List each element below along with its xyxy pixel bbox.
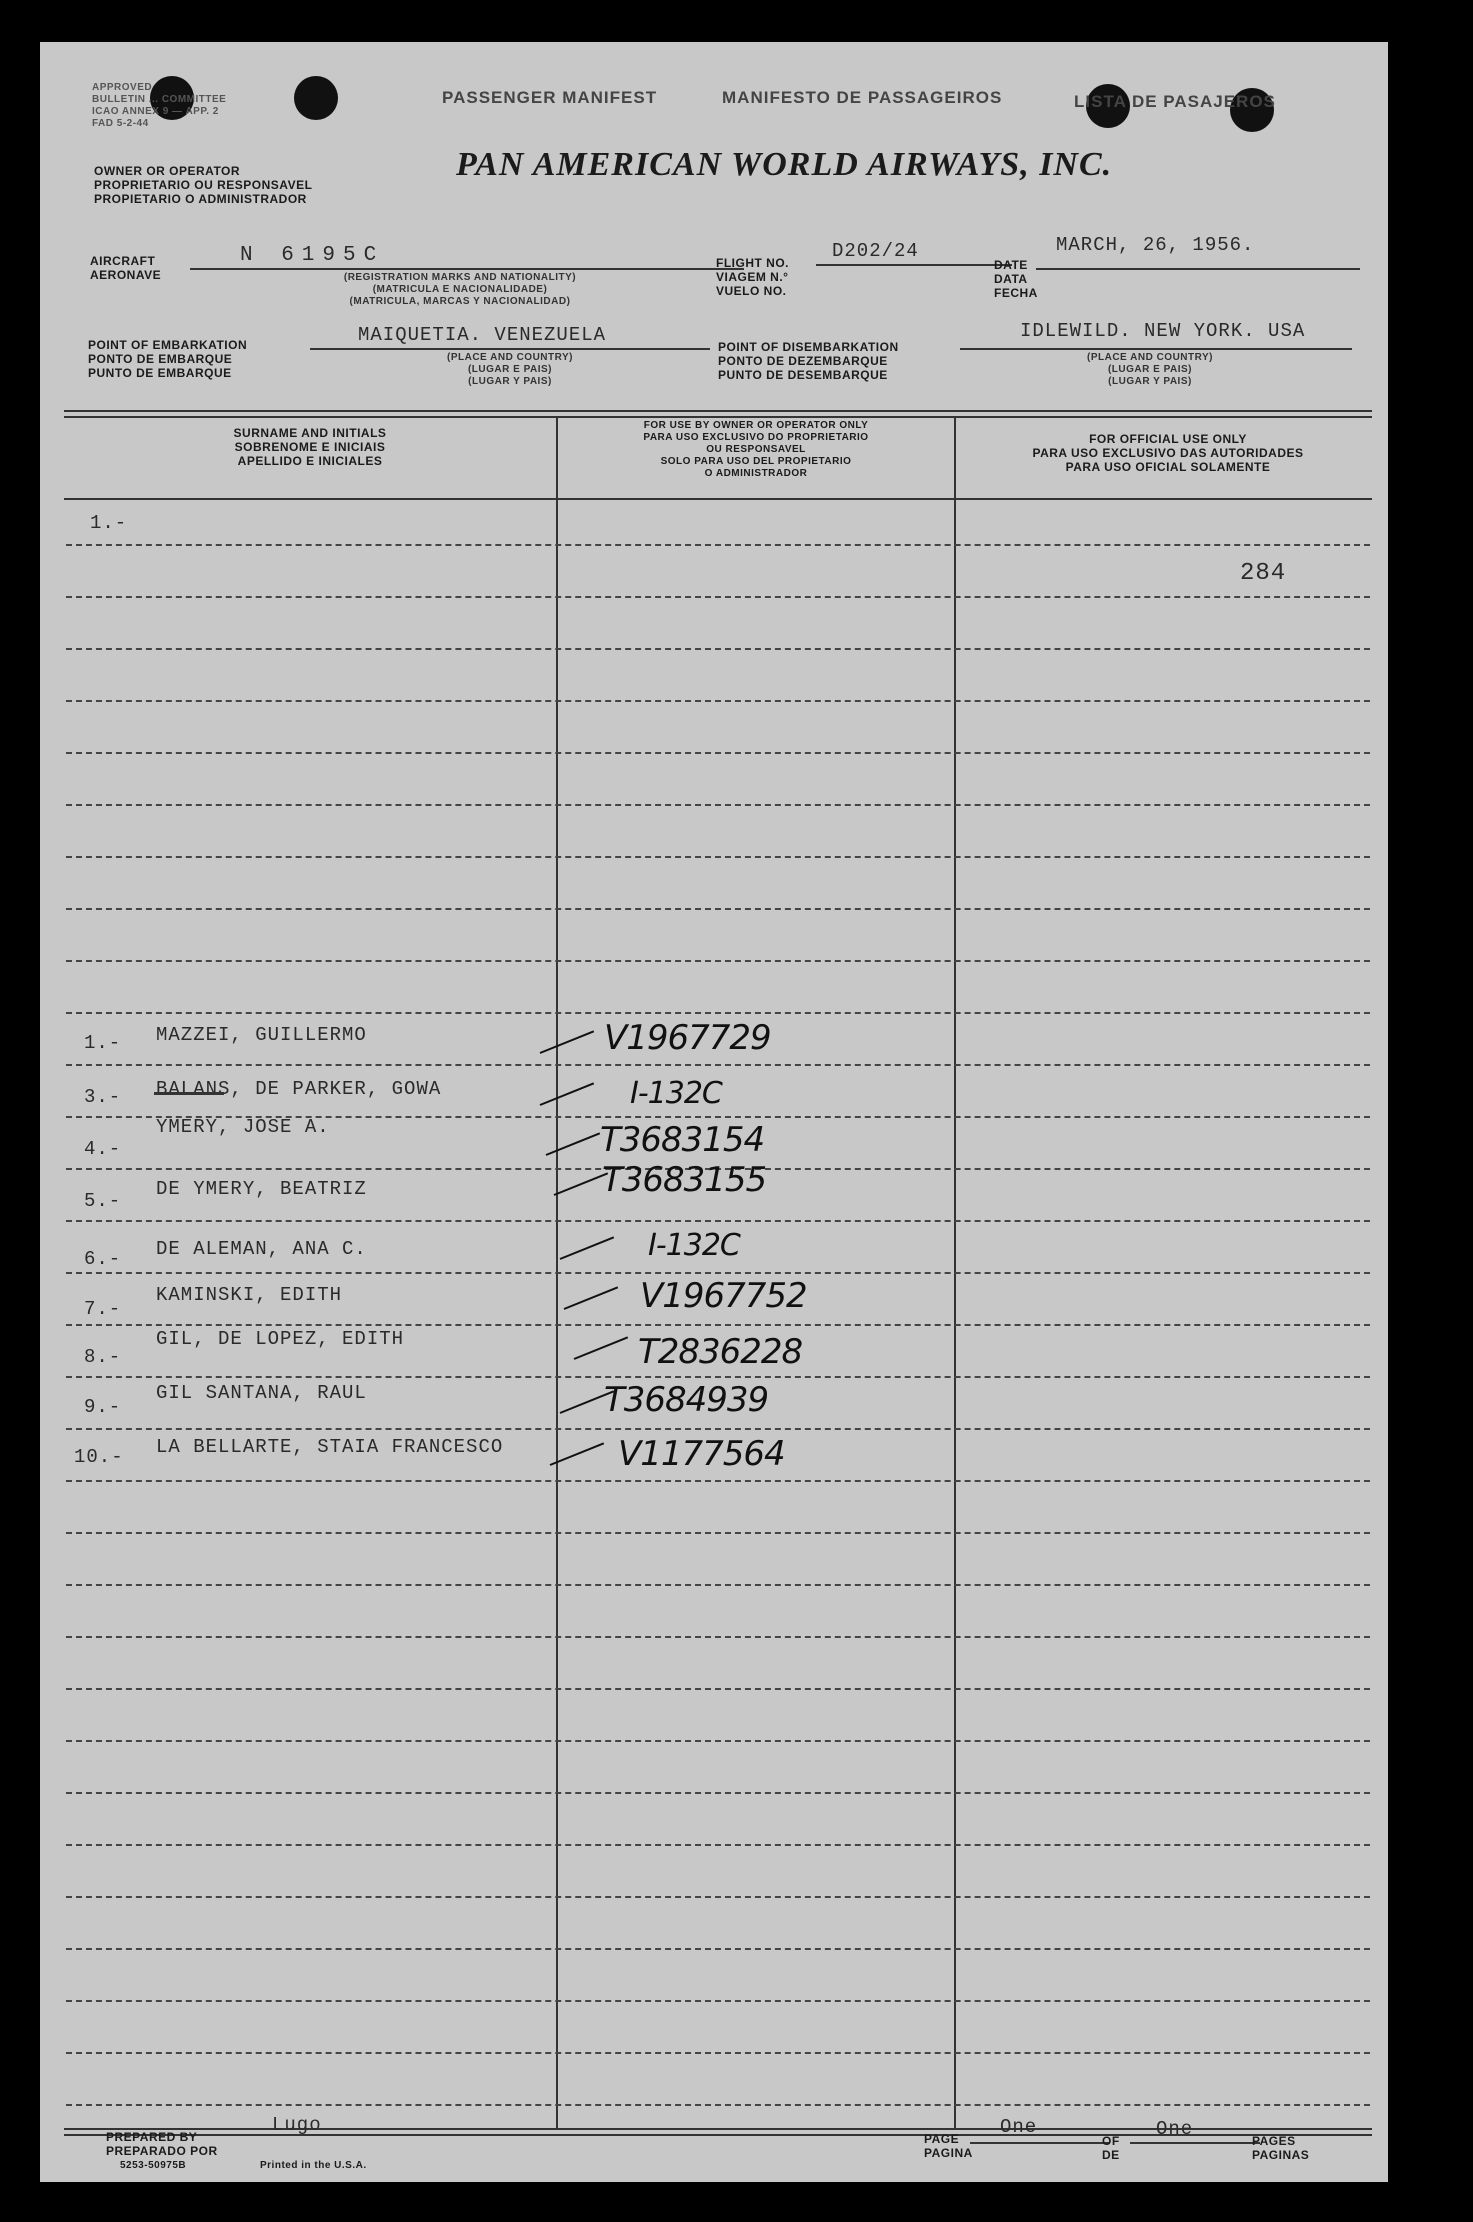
passenger-number: 9.- xyxy=(84,1396,122,1418)
ruled-line xyxy=(66,752,1370,754)
disembark-label xyxy=(718,340,899,382)
page-value: One xyxy=(1000,2116,1038,2138)
title-portuguese: MANIFESTO DE PASSAGEIROS xyxy=(722,88,1003,107)
approval-line: ICAO ANNEX 9 — APP. 2 xyxy=(92,106,219,117)
place-note-line: (PLACE AND COUNTRY) xyxy=(1087,352,1213,363)
passenger-document: V1177564 xyxy=(618,1434,785,1474)
column-header-line: PARA USO OFICIAL SOLAMENTE xyxy=(1065,460,1271,474)
approval-line: FAD 5-2-44 xyxy=(92,118,149,129)
official-column-header xyxy=(964,432,1372,474)
disembark-label-line: POINT OF DISEMBARKATION xyxy=(718,340,899,354)
ruled-line xyxy=(66,1480,1370,1482)
flight-label-line: VUELO NO. xyxy=(716,284,787,298)
embark-place-note xyxy=(410,352,610,388)
date-value: MARCH, 26, 1956. xyxy=(1056,234,1255,256)
column-header-line: SOBRENOME E INICIAIS xyxy=(234,440,386,454)
registration-note-line: (MATRICULA, MARCAS Y NACIONALIDAD) xyxy=(349,296,571,307)
disembark-underline xyxy=(960,348,1352,350)
aircraft-underline xyxy=(190,268,744,270)
flight-underline xyxy=(816,264,1012,266)
aircraft-value: N 6195C xyxy=(240,244,385,267)
flight-label-line: VIAGEM N.° xyxy=(716,270,789,284)
place-note-line: (PLACE AND COUNTRY) xyxy=(447,352,573,363)
disembark-value: IDLEWILD. NEW YORK. USA xyxy=(1020,320,1306,342)
printed-note: Printed in the U.S.A. xyxy=(260,2160,367,2171)
aircraft-label-line: AIRCRAFT xyxy=(90,254,156,268)
passenger-number: 6.- xyxy=(84,1248,122,1270)
passenger-number: 8.- xyxy=(84,1346,122,1368)
ruled-line xyxy=(66,960,1370,962)
column-header-line: PARA USO EXCLUSIVO DAS AUTORIDADES xyxy=(1032,446,1304,460)
flight-value: D202/24 xyxy=(832,240,919,262)
page-underline xyxy=(970,2142,1110,2144)
embark-underline xyxy=(310,348,710,350)
column-header-line: PARA USO EXCLUSIVO DO PROPRIETARIO xyxy=(643,432,869,443)
of-label-line: OF xyxy=(1102,2134,1120,2148)
place-note-line: (LUGAR E PAIS) xyxy=(467,364,553,375)
passenger-number: 4.- xyxy=(84,1138,122,1160)
owner-label-line: PROPRIETARIO OU RESPONSAVEL xyxy=(94,178,313,192)
owner-use-column-header xyxy=(566,420,946,480)
official-number: 284 xyxy=(1240,560,1287,587)
disembark-label-line: PUNTO DE DESEMBARQUE xyxy=(718,368,888,382)
owner-label-line: PROPIETARIO O ADMINISTRADOR xyxy=(94,192,307,206)
table-top-rule xyxy=(64,416,1372,418)
ruled-line xyxy=(66,1844,1370,1846)
form-number: 5253-50975B xyxy=(120,2160,187,2171)
ruled-line xyxy=(66,1324,1370,1326)
column-header-line: SOLO PARA USO DEL PROPIETARIO xyxy=(660,456,852,467)
passenger-name: BALANS, DE PARKER, GOWA xyxy=(156,1078,442,1100)
of-value: One xyxy=(1156,2118,1194,2140)
page-label xyxy=(924,2132,973,2160)
passenger-number: 7.- xyxy=(84,1298,122,1320)
ruled-line xyxy=(66,2052,1370,2054)
passenger-document: T3683155 xyxy=(602,1160,767,1200)
ruled-line xyxy=(66,1376,1370,1378)
pages-label xyxy=(1252,2134,1309,2162)
ruled-line xyxy=(66,2104,1370,2106)
manifest-sheet xyxy=(40,42,1388,2182)
title-english: PASSENGER MANIFEST xyxy=(442,88,658,107)
ruled-line xyxy=(66,2000,1370,2002)
registration-note-line: (MATRICULA E NACIONALIDADE) xyxy=(372,284,548,295)
approval-line: APPROVED xyxy=(92,82,153,93)
of-label xyxy=(1102,2134,1120,2162)
passenger-name: KAMINSKI, EDITH xyxy=(156,1284,343,1306)
flight-label-line: FLIGHT NO. xyxy=(716,256,789,270)
date-label-line: DATA xyxy=(994,272,1028,286)
place-note-line: (LUGAR Y PAIS) xyxy=(468,376,552,387)
pages-label-line: PAGES xyxy=(1252,2134,1296,2148)
approval-block xyxy=(92,82,332,130)
date-underline xyxy=(1036,268,1360,270)
page-label-line: PAGINA xyxy=(924,2146,973,2160)
column-header-line: FOR OFFICIAL USE ONLY xyxy=(1089,432,1247,446)
passenger-number: 3.- xyxy=(84,1086,122,1108)
check-mark xyxy=(560,1236,615,1260)
column-header-line: FOR USE BY OWNER OR OPERATOR ONLY xyxy=(643,420,869,431)
surname-column-header xyxy=(160,426,460,468)
check-mark xyxy=(540,1082,595,1106)
registration-note-line: (REGISTRATION MARKS AND NATIONALITY) xyxy=(343,272,577,283)
passenger-document: T2836228 xyxy=(638,1332,803,1372)
aircraft-label xyxy=(90,254,161,282)
passenger-name: GIL SANTANA, RAUL xyxy=(156,1382,367,1404)
page-label-line: PAGE xyxy=(924,2132,960,2146)
ruled-line xyxy=(66,1740,1370,1742)
date-label-line: DATE xyxy=(994,258,1028,272)
ruled-line xyxy=(66,1792,1370,1794)
ruled-line xyxy=(66,1272,1370,1274)
check-mark xyxy=(554,1172,609,1196)
disembark-place-note xyxy=(1050,352,1250,388)
embark-label-line: PONTO DE EMBARQUE xyxy=(88,352,233,366)
place-note-line: (LUGAR E PAIS) xyxy=(1107,364,1193,375)
ruled-line xyxy=(66,596,1370,598)
ruled-line xyxy=(66,804,1370,806)
passenger-document: I-132C xyxy=(630,1076,722,1111)
embark-value: MAIQUETIA. VENEZUELA xyxy=(358,324,607,346)
of-underline xyxy=(1130,2142,1260,2144)
column-header-line: OU RESPONSAVEL xyxy=(706,444,806,455)
passenger-document: V1967729 xyxy=(604,1018,771,1058)
registration-note xyxy=(280,272,640,308)
table-top-rule xyxy=(64,410,1372,412)
ruled-line xyxy=(66,648,1370,650)
check-mark xyxy=(574,1336,629,1360)
ruled-line xyxy=(66,700,1370,702)
passenger-name: MAZZEI, GUILLERMO xyxy=(156,1024,367,1046)
pages-label-line: PAGINAS xyxy=(1252,2148,1310,2162)
prepared-label-line: PREPARED BY xyxy=(106,2130,198,2144)
passenger-name: LA BELLARTE, STAIA FRANCESCO xyxy=(156,1436,504,1458)
passenger-name: YMERY, JOSE A. xyxy=(156,1116,330,1138)
ruled-line xyxy=(66,1428,1370,1430)
date-label xyxy=(994,258,1038,300)
embark-label-line: PUNTO DE EMBARQUE xyxy=(88,366,232,380)
ruled-line xyxy=(66,1532,1370,1534)
ruled-line xyxy=(66,1012,1370,1014)
passenger-name: DE ALEMAN, ANA C. xyxy=(156,1238,367,1260)
embark-label xyxy=(88,338,247,380)
passenger-document: I-132C xyxy=(648,1228,740,1263)
ruled-line xyxy=(66,1688,1370,1690)
ruled-line xyxy=(66,544,1370,546)
of-label-line: DE xyxy=(1102,2148,1120,2162)
ruled-line xyxy=(66,1220,1370,1222)
ruled-line xyxy=(66,856,1370,858)
place-note-line: (LUGAR Y PAIS) xyxy=(1108,376,1192,387)
disembark-label-line: PONTO DE DEZEMBARQUE xyxy=(718,354,888,368)
row-number: 1.- xyxy=(90,512,128,534)
title-spanish: LISTA DE PASAJEROS xyxy=(1074,92,1276,111)
ruled-line xyxy=(66,1064,1370,1066)
passenger-number: 1.- xyxy=(84,1032,122,1054)
prepared-value: Lugo xyxy=(272,2114,322,2136)
check-mark xyxy=(546,1132,601,1156)
strike-through xyxy=(154,1092,224,1095)
owner-label-line: OWNER OR OPERATOR xyxy=(94,164,241,178)
passenger-number: 5.- xyxy=(84,1190,122,1212)
embark-label-line: POINT OF EMBARKATION xyxy=(88,338,248,352)
passenger-document: V1967752 xyxy=(640,1276,807,1316)
passenger-document: T3683154 xyxy=(600,1120,765,1160)
column-header-line: SURNAME AND INITIALS xyxy=(233,426,387,440)
check-mark xyxy=(564,1286,619,1310)
prepared-label xyxy=(106,2130,218,2158)
check-mark xyxy=(540,1030,595,1054)
ruled-line xyxy=(66,1896,1370,1898)
company-name: PAN AMERICAN WORLD AIRWAYS, INC. xyxy=(456,146,1113,183)
column-header-line: O ADMINISTRADOR xyxy=(704,468,808,479)
passenger-name: DE YMERY, BEATRIZ xyxy=(156,1178,367,1200)
approval-line: BULLETIN ... COMMITTEE xyxy=(92,94,227,105)
date-label-line: FECHA xyxy=(994,286,1038,300)
ruled-line xyxy=(66,1948,1370,1950)
aircraft-label-line: AERONAVE xyxy=(90,268,162,282)
passenger-document: T3684939 xyxy=(604,1380,769,1420)
prepared-label-line: PREPARADO POR xyxy=(106,2144,218,2158)
passenger-name: GIL, DE LOPEZ, EDITH xyxy=(156,1328,405,1350)
header-bottom-rule xyxy=(64,498,1372,500)
ruled-line xyxy=(66,908,1370,910)
ruled-line xyxy=(66,1584,1370,1586)
column-header-line: APELLIDO E INICIALES xyxy=(237,454,383,468)
owner-label xyxy=(94,164,312,206)
ruled-line xyxy=(66,1636,1370,1638)
passenger-number: 10.- xyxy=(74,1446,124,1468)
flight-label xyxy=(716,256,789,298)
